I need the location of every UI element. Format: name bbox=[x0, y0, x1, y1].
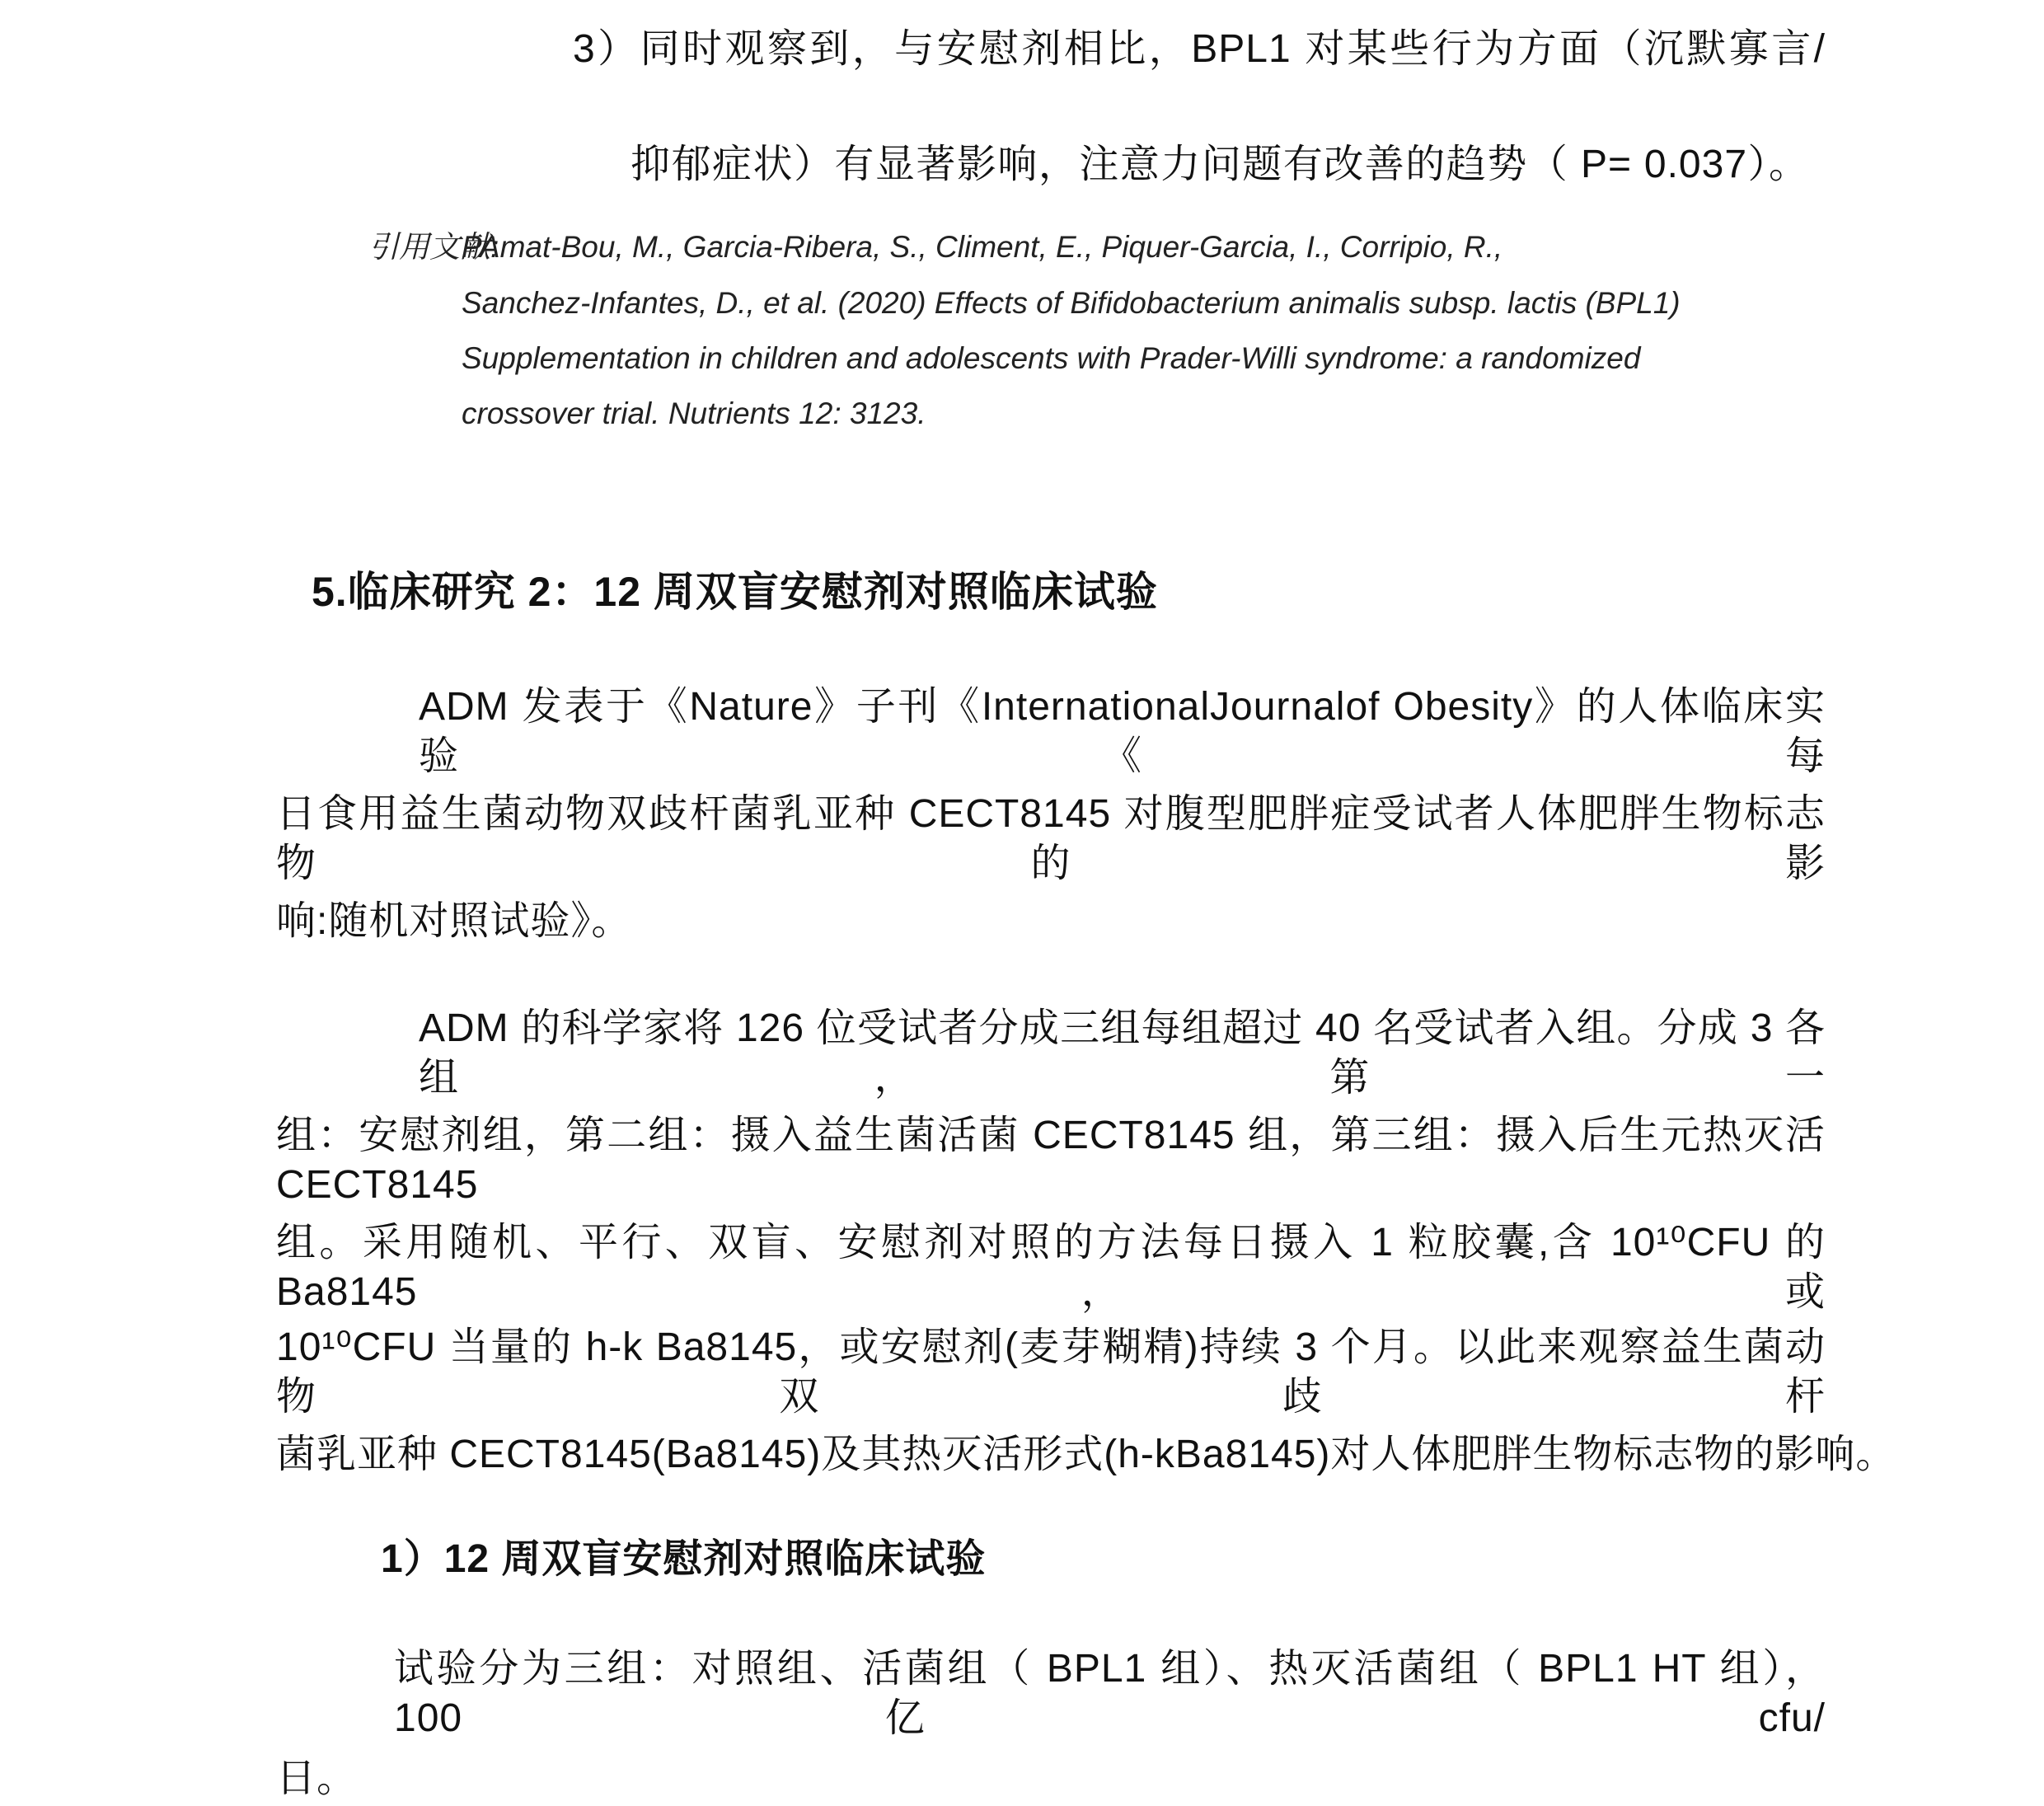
paragraph-study-line: 10¹⁰CFU 当量的 h-k Ba8145，或安慰剂(麦芽糊精)持续 3 个月。以此来观察益生菌动物双歧杆 bbox=[276, 1325, 1826, 1419]
citation-line: PAmat-Bou, M., Garcia-Ribera, S., Climent, E., Piquer-Garcia, I., Corripio, R., bbox=[462, 230, 1503, 264]
section-heading: 5.临床研究 2：12 周双盲安慰剂对照临床试验 bbox=[312, 569, 1158, 615]
citation-line: Supplementation in children and adolescents with Prader-Willi syndrome: a randomized bbox=[462, 341, 1641, 375]
paragraph-study-line: 组：安慰剂组，第二组：摄入益生菌活菌 CECT8145 组，第三组：摄入后生元热灭活 CECT8145 bbox=[276, 1114, 1826, 1207]
citation-line: Sanchez-Infantes, D., et al. (2020) Effects of Bifidobacterium animalis subsp. lactis (BPL1) bbox=[462, 286, 1681, 320]
paragraph-study-line: 菌乳亚种 CECT8145(Ba8145)及其热灭活形式(h-kBa8145)对人体肥胖生物标志物的影响。 bbox=[276, 1433, 1896, 1476]
citation-line: crossover trial. Nutrients 12: 3123. bbox=[462, 396, 926, 430]
paragraph-study-line: ADM 的科学家将 126 位受试者分成三组每组超过 40 名受试者入组。分成 3 各组，第一 bbox=[419, 1006, 1826, 1100]
paragraph-journal-line: 日食用益生菌动物双歧杆菌乳亚种 CECT8145 对腹型肥胖症受试者人体肥胖生物标志物的影 bbox=[276, 792, 1826, 885]
finding-item-line-2: 抑郁症状）有显著影响，注意力问题有改善的趋势（ P= 0.037）。 bbox=[631, 143, 1809, 186]
paragraph-groups-line: 试验分为三组：对照组、活菌组（ BPL1 组）、热灭活菌组（ BPL1 HT 组），100 亿 cfu/ bbox=[394, 1647, 1826, 1740]
paragraph-journal-line: ADM 发表于《Nature》子刊《InternationalJournalof Obesity》的人体临床实验《每 bbox=[419, 685, 1826, 778]
finding-item-line-1: 3）同时观察到，与安慰剂相比，BPL1 对某些行为方面（沉默寡言/ bbox=[573, 27, 1826, 71]
paragraph-study-line: 组。采用随机、平行、双盲、安慰剂对照的方法每日摄入 1 粒胶囊,含 10¹⁰CFU 的 Ba8145，或 bbox=[276, 1221, 1826, 1314]
paragraph-journal-line: 响:随机对照试验》。 bbox=[276, 899, 632, 943]
citation-label: 引用文献: bbox=[368, 230, 499, 264]
paragraph-groups-line: 日。 bbox=[276, 1757, 358, 1800]
subsection-heading: 1）12 周双盲安慰剂对照临床试验 bbox=[381, 1537, 987, 1581]
